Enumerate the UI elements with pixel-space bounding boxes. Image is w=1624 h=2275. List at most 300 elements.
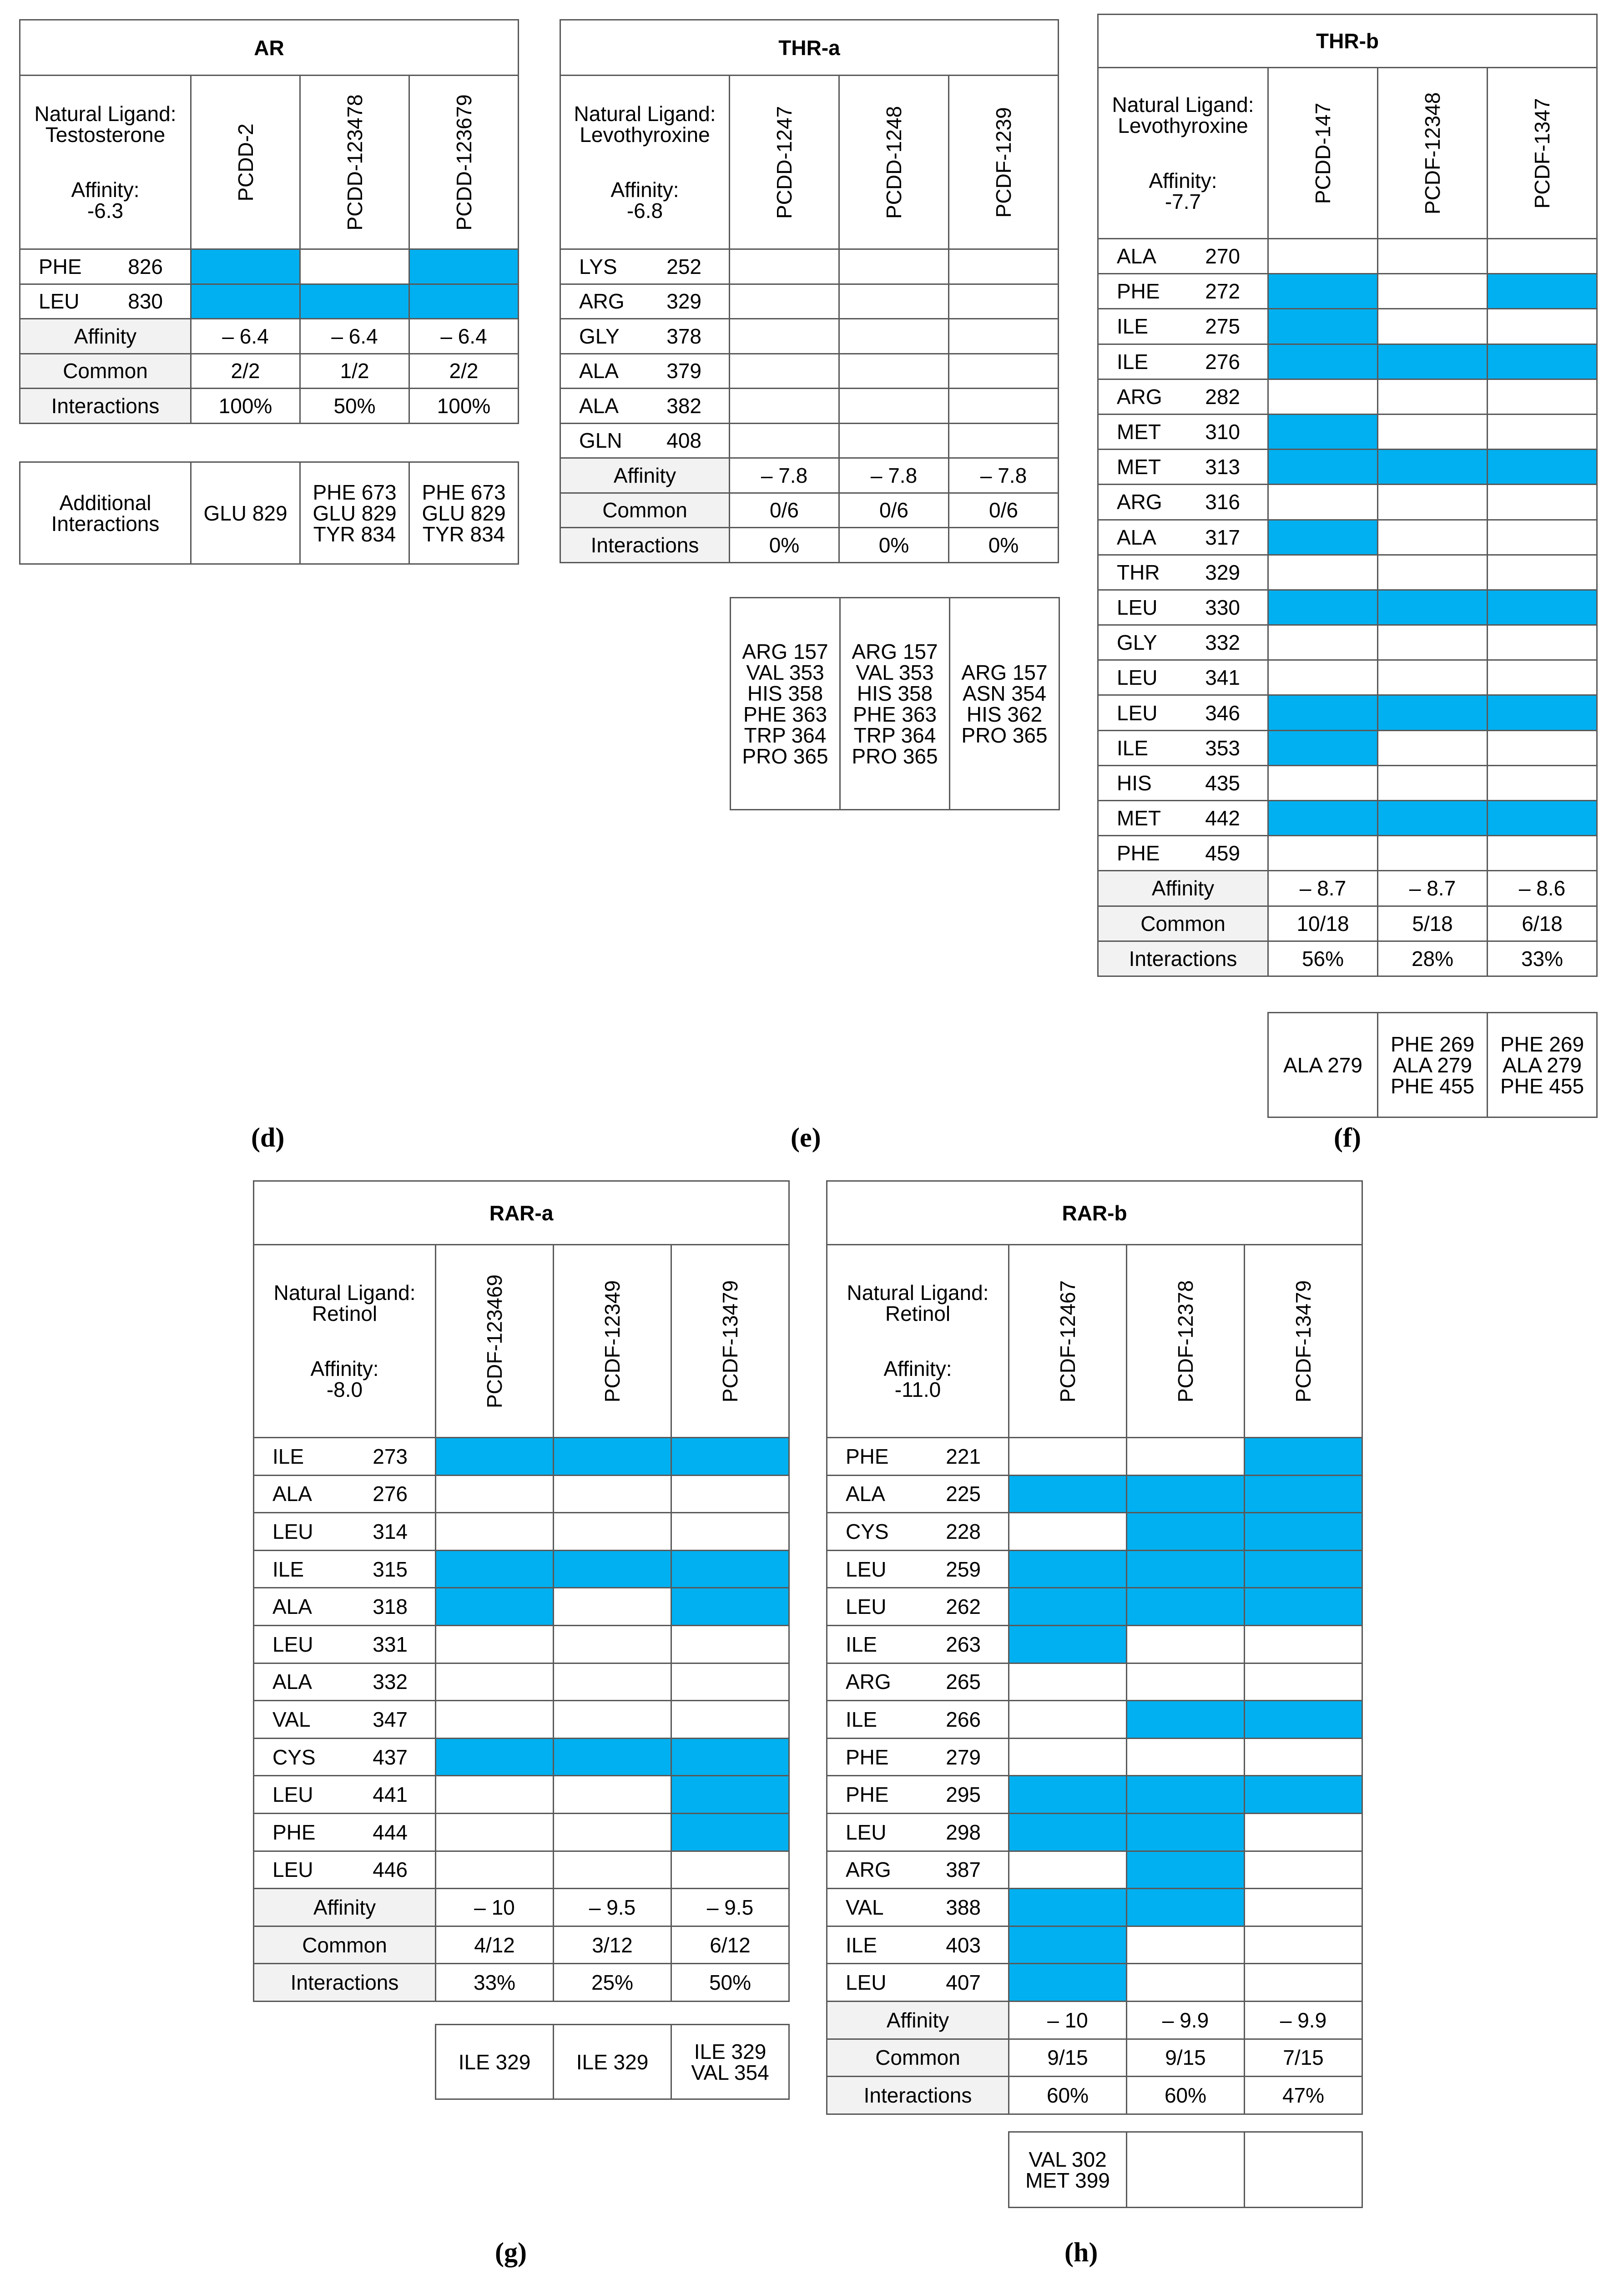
- interaction-empty: [1488, 730, 1597, 765]
- residue-cell: [254, 1701, 436, 1739]
- interaction-hit: [1268, 730, 1378, 765]
- interaction-hit: [671, 1738, 789, 1776]
- common-percent: 33%: [436, 1964, 554, 2002]
- interaction-table: [826, 1180, 1363, 2115]
- residue-row: [1098, 274, 1597, 309]
- interaction-empty: [839, 284, 949, 319]
- residue-number: 265: [946, 1670, 981, 1694]
- interaction-empty: [1127, 1663, 1245, 1701]
- residue-row: [254, 1851, 789, 1889]
- residue-name: ILE: [1117, 349, 1149, 374]
- residue-cell: [827, 1663, 1009, 1701]
- interaction-hit: [1127, 1550, 1245, 1588]
- compound-header: [1009, 1245, 1127, 1438]
- compound-name: PCDD-123478: [343, 94, 367, 231]
- interaction-hit: [1009, 1776, 1127, 1814]
- interaction-empty: [436, 1625, 554, 1663]
- interaction-empty: [1378, 414, 1488, 449]
- residue-number: 318: [373, 1595, 408, 1619]
- affinity-value: – 10: [436, 1889, 554, 1926]
- residue-name: PHE: [39, 254, 82, 278]
- residue-name: LEU: [272, 1858, 313, 1882]
- residue-row: [1098, 555, 1597, 590]
- residue-row: [254, 1738, 789, 1776]
- additional-residue: TRP 364: [744, 723, 827, 747]
- interaction-empty: [671, 1475, 789, 1513]
- common-percent: 56%: [1268, 941, 1378, 976]
- interaction-empty: [730, 319, 839, 354]
- residue-row: [1098, 379, 1597, 414]
- interaction-empty: [671, 1625, 789, 1663]
- residue-cell: [1098, 485, 1268, 520]
- interaction-empty: [730, 249, 839, 284]
- interaction-hit: [1127, 1851, 1245, 1889]
- ligand-line: -7.7: [1165, 190, 1201, 213]
- residue-number: 329: [1205, 560, 1240, 584]
- ligand-line: Natural Ligand:: [847, 1281, 989, 1304]
- affinity-value: – 6.4: [191, 319, 300, 354]
- residue-row: [827, 1550, 1362, 1588]
- natural-ligand-cell: [560, 76, 730, 249]
- residue-row: [827, 1701, 1362, 1739]
- interaction-empty: [554, 1588, 671, 1626]
- residue-name: GLN: [579, 429, 622, 453]
- additional-residue: TYR 834: [422, 522, 505, 546]
- additional-table: [19, 461, 519, 565]
- ligand-line: Affinity:: [71, 178, 140, 202]
- interaction-hit: [1009, 1926, 1127, 1964]
- residue-name: LEU: [1117, 595, 1158, 619]
- residue-number: 282: [1205, 384, 1240, 409]
- common-percent: 100%: [191, 389, 300, 424]
- interaction-hit: [1268, 801, 1378, 836]
- residue-cell: [1098, 309, 1268, 344]
- residue-number: 341: [1205, 666, 1240, 690]
- residue-row: [254, 1701, 789, 1739]
- additional-residue: PHE 455: [1390, 1074, 1475, 1098]
- additional-residue: TYR 834: [313, 522, 396, 546]
- panel-label: (f): [1334, 1122, 1361, 1153]
- residue-cell: [20, 284, 191, 319]
- residue-name: ARG: [1117, 384, 1162, 409]
- ligand-line: Retinol: [885, 1302, 951, 1325]
- residue-cell: [827, 1588, 1009, 1626]
- affinity-value: – 6.4: [409, 319, 519, 354]
- interaction-hit: [1268, 344, 1378, 379]
- residue-cell: [1098, 520, 1268, 555]
- residue-name: ALA: [272, 1670, 312, 1694]
- residue-cell: [1098, 765, 1268, 800]
- residue-cell: [254, 1475, 436, 1513]
- additional-table: [435, 2024, 790, 2100]
- interaction-hit: [1488, 590, 1597, 625]
- compound-name: PCDD-123679: [452, 94, 476, 231]
- interaction-hit: [1488, 695, 1597, 730]
- common-count: 6/18: [1488, 906, 1597, 941]
- residue-cell: [254, 1625, 436, 1663]
- residue-number: 270: [1205, 244, 1240, 268]
- additional-residue: ARG 157: [742, 639, 828, 663]
- additional-residue: ILE 329: [458, 2050, 531, 2074]
- interaction-empty: [1268, 379, 1378, 414]
- interaction-empty: [1268, 836, 1378, 871]
- residue-cell: [827, 1851, 1009, 1889]
- additional-interactions: [1267, 1012, 1598, 1118]
- common-percent: 0%: [730, 528, 839, 563]
- compound-header: [949, 76, 1059, 249]
- residue-name: ALA: [579, 359, 619, 383]
- interaction-empty: [949, 389, 1059, 424]
- interaction-empty: [1009, 1438, 1127, 1476]
- panel-label: (d): [251, 1122, 285, 1153]
- compound-name: PCDF-13479: [718, 1280, 742, 1402]
- affinity-value: – 9.9: [1245, 2001, 1362, 2039]
- common-label: Common: [20, 354, 191, 389]
- residue-cell: [560, 389, 730, 424]
- residue-row: [827, 1438, 1362, 1476]
- residue-row: [827, 1588, 1362, 1626]
- interaction-empty: [554, 1851, 671, 1889]
- residue-cell: [254, 1588, 436, 1626]
- natural-ligand-cell: [1098, 68, 1268, 239]
- residue-cell: [254, 1438, 436, 1476]
- interaction-hit: [671, 1550, 789, 1588]
- additional-residue: PHE 269: [1390, 1032, 1475, 1056]
- residue-cell: [827, 1738, 1009, 1776]
- residue-cell: [827, 1438, 1009, 1476]
- ligand-line: Natural Ligand:: [273, 1281, 416, 1304]
- common-count: 10/18: [1268, 906, 1378, 941]
- residue-cell: [560, 249, 730, 284]
- interaction-empty: [436, 1513, 554, 1551]
- interaction-hit: [436, 1550, 554, 1588]
- interaction-empty: [671, 1513, 789, 1551]
- common-label: Common: [827, 2039, 1009, 2077]
- receptor-title: RAR-b: [827, 1181, 1362, 1245]
- residue-name: ARG: [846, 1670, 891, 1694]
- residue-name: ALA: [846, 1482, 885, 1506]
- residue-name: ILE: [846, 1707, 878, 1731]
- residue-number: 316: [1205, 490, 1240, 514]
- residue-number: 379: [666, 359, 701, 383]
- additional-residue: HIS 358: [747, 681, 823, 705]
- residue-cell: [254, 1738, 436, 1776]
- compound-header: [671, 1245, 789, 1438]
- interaction-hit: [1378, 450, 1488, 485]
- common-percent: 25%: [554, 1964, 671, 2002]
- interaction-hit: [1245, 1550, 1362, 1588]
- interaction-hit: [1488, 801, 1597, 836]
- common-percent: 60%: [1009, 2077, 1127, 2114]
- residue-cell: [827, 1625, 1009, 1663]
- residue-row: [1098, 344, 1597, 379]
- residue-row: [1098, 414, 1597, 449]
- residue-name: VAL: [846, 1895, 884, 1919]
- common-percent: 100%: [409, 389, 519, 424]
- residue-number: 332: [1205, 631, 1240, 655]
- receptor-title: AR: [20, 20, 519, 76]
- residue-cell: [827, 1701, 1009, 1739]
- panel-h: [826, 1180, 1363, 2115]
- residue-row: [254, 1813, 789, 1851]
- residue-name: ILE: [272, 1557, 304, 1581]
- residue-number: 330: [1205, 595, 1240, 619]
- interaction-hit: [1127, 1513, 1245, 1551]
- panel-e: [560, 19, 1059, 563]
- residue-name: PHE: [846, 1444, 889, 1468]
- additional-interactions: [19, 461, 519, 565]
- residue-row: [1098, 660, 1597, 695]
- additional-table: [1008, 2131, 1363, 2208]
- residue-name: LEU: [1117, 701, 1158, 725]
- interaction-empty: [1245, 1813, 1362, 1851]
- residue-number: 332: [373, 1670, 408, 1694]
- interaction-empty: [1488, 414, 1597, 449]
- residue-number: 259: [946, 1557, 981, 1581]
- residue-number: 444: [373, 1820, 408, 1844]
- residue-cell: [1098, 625, 1268, 660]
- interaction-empty: [436, 1475, 554, 1513]
- common-count: 0/6: [839, 493, 949, 528]
- residue-cell: [1098, 801, 1268, 836]
- residue-number: 346: [1205, 701, 1240, 725]
- additional-table: [1267, 1012, 1598, 1118]
- residue-name: ALA: [1117, 244, 1156, 268]
- interaction-empty: [1378, 625, 1488, 660]
- interaction-empty: [1378, 520, 1488, 555]
- residue-number: 347: [373, 1707, 408, 1731]
- common-label: Interactions: [254, 1964, 436, 2002]
- additional-list: [1378, 1013, 1488, 1117]
- residue-row: [827, 1738, 1362, 1776]
- ligand-line: [20, 145, 190, 179]
- additional-list: [436, 2025, 554, 2099]
- additional-residue: ILE 329: [576, 2050, 649, 2074]
- interaction-empty: [1009, 1738, 1127, 1776]
- ligand-line: -11.0: [894, 1378, 941, 1401]
- ligand-line: Affinity:: [610, 178, 679, 202]
- common-count: 5/18: [1378, 906, 1488, 941]
- residue-cell: [827, 1475, 1009, 1513]
- interaction-hit: [1245, 1701, 1362, 1739]
- common-label: Common: [560, 493, 730, 528]
- residue-row: [560, 354, 1059, 389]
- residue-name: MET: [1117, 420, 1161, 444]
- interaction-empty: [1488, 625, 1597, 660]
- additional-label: Additional Interactions: [20, 462, 191, 564]
- receptor-title: THR-a: [560, 20, 1059, 76]
- interaction-hit: [1009, 1475, 1127, 1513]
- residue-cell: [827, 1889, 1009, 1926]
- residue-name: ARG: [846, 1858, 891, 1882]
- residue-cell: [827, 1550, 1009, 1588]
- residue-cell: [1098, 590, 1268, 625]
- additional-residue: GLU 829: [203, 501, 287, 525]
- residue-number: 298: [946, 1820, 981, 1844]
- interaction-empty: [1127, 1438, 1245, 1476]
- common-label: Interactions: [560, 528, 730, 563]
- ligand-line: Natural Ligand:: [1112, 93, 1254, 116]
- interaction-hit: [671, 1776, 789, 1814]
- ligand-line: Levothyroxine: [580, 123, 710, 147]
- residue-number: 272: [1205, 279, 1240, 303]
- residue-cell: [827, 1776, 1009, 1814]
- residue-name: LEU: [846, 1820, 887, 1844]
- interaction-empty: [1009, 1851, 1127, 1889]
- additional-residue: PHE 673: [422, 480, 506, 504]
- residue-name: CYS: [272, 1745, 316, 1769]
- residue-row: [827, 1813, 1362, 1851]
- residue-row: [560, 319, 1059, 354]
- residue-cell: [20, 249, 191, 284]
- interaction-hit: [671, 1438, 789, 1476]
- interaction-empty: [1378, 555, 1488, 590]
- interaction-hit: [1245, 1588, 1362, 1626]
- compound-header: [1245, 1245, 1362, 1438]
- residue-row: [560, 249, 1059, 284]
- residue-number: 442: [1205, 806, 1240, 830]
- residue-cell: [560, 319, 730, 354]
- interaction-hit: [1245, 1475, 1362, 1513]
- interaction-empty: [554, 1813, 671, 1851]
- interaction-empty: [1488, 485, 1597, 520]
- interaction-hit: [1009, 1889, 1127, 1926]
- additional-residue: PRO 365: [742, 744, 828, 768]
- residue-cell: [254, 1851, 436, 1889]
- common-count: 4/12: [436, 1926, 554, 1964]
- interaction-empty: [1009, 1663, 1127, 1701]
- residue-row: [254, 1776, 789, 1814]
- additional-table: [730, 597, 1060, 810]
- compound-header: [1127, 1245, 1245, 1438]
- interaction-empty: [554, 1776, 671, 1814]
- residue-row: [1098, 625, 1597, 660]
- residue-row: [827, 1663, 1362, 1701]
- interaction-empty: [1245, 1625, 1362, 1663]
- residue-row: [1098, 239, 1597, 274]
- residue-cell: [827, 1964, 1009, 2002]
- residue-name: PHE: [1117, 841, 1160, 865]
- residue-number: 276: [1205, 349, 1240, 374]
- additional-list: [554, 2025, 671, 2099]
- interaction-empty: [436, 1851, 554, 1889]
- residue-cell: [1098, 414, 1268, 449]
- additional-interactions: [435, 2024, 790, 2100]
- natural-ligand-cell: [20, 76, 191, 249]
- ligand-line: Levothyroxine: [1118, 114, 1248, 137]
- interaction-hit: [1268, 590, 1378, 625]
- residue-name: ALA: [1117, 525, 1156, 549]
- interaction-hit: [671, 1588, 789, 1626]
- residue-number: 221: [946, 1444, 981, 1468]
- residue-row: [1098, 590, 1597, 625]
- interaction-empty: [1268, 555, 1378, 590]
- interaction-hit: [436, 1738, 554, 1776]
- residue-name: MET: [1117, 806, 1161, 830]
- interaction-hit: [1127, 1475, 1245, 1513]
- residue-name: ILE: [272, 1444, 304, 1468]
- residue-name: LYS: [579, 254, 617, 278]
- ligand-line: -6.8: [626, 199, 663, 222]
- residue-name: LEU: [1117, 666, 1158, 690]
- interaction-empty: [1268, 765, 1378, 800]
- residue-cell: [1098, 695, 1268, 730]
- ligand-line: [254, 1324, 435, 1358]
- residue-cell: [1098, 836, 1268, 871]
- affinity-label: Affinity: [254, 1889, 436, 1926]
- residue-cell: [1098, 555, 1268, 590]
- residue-cell: [254, 1776, 436, 1814]
- residue-cell: [827, 1813, 1009, 1851]
- affinity-value: – 9.5: [554, 1889, 671, 1926]
- interaction-hit: [1009, 1964, 1127, 2002]
- residue-row: [560, 389, 1059, 424]
- interaction-empty: [1127, 1926, 1245, 1964]
- affinity-label: Affinity: [1098, 871, 1268, 906]
- residue-row: [827, 1964, 1362, 2002]
- interaction-empty: [554, 1663, 671, 1701]
- affinity-value: – 7.8: [730, 458, 839, 493]
- interaction-empty: [1378, 309, 1488, 344]
- interaction-empty: [554, 1475, 671, 1513]
- residue-name: PHE: [846, 1745, 889, 1769]
- common-count: 6/12: [671, 1926, 789, 1964]
- interaction-hit: [1127, 1776, 1245, 1814]
- ligand-line: -8.0: [326, 1378, 363, 1401]
- residue-cell: [1098, 344, 1268, 379]
- common-percent: 0%: [839, 528, 949, 563]
- compound-header: [730, 76, 839, 249]
- panel-g: [253, 1180, 790, 2002]
- residue-cell: [560, 284, 730, 319]
- interaction-hit: [1009, 1813, 1127, 1851]
- residue-number: 446: [373, 1858, 408, 1882]
- residue-row: [1098, 730, 1597, 765]
- additional-residue: ILE 329: [694, 2039, 767, 2063]
- interaction-empty: [949, 284, 1059, 319]
- interaction-hit: [1378, 801, 1488, 836]
- residue-number: 331: [373, 1632, 408, 1656]
- interaction-empty: [730, 284, 839, 319]
- interaction-empty: [1268, 625, 1378, 660]
- residue-row: [560, 284, 1059, 319]
- interaction-hit: [671, 1813, 789, 1851]
- residue-number: 252: [666, 254, 701, 278]
- residue-row: [827, 1851, 1362, 1889]
- interaction-empty: [1378, 379, 1488, 414]
- residue-cell: [254, 1813, 436, 1851]
- interaction-empty: [1009, 1513, 1127, 1551]
- residue-name: LEU: [272, 1783, 313, 1807]
- residue-cell: [254, 1550, 436, 1588]
- compound-header: [409, 76, 519, 249]
- compound-header: [191, 76, 300, 249]
- interaction-empty: [949, 249, 1059, 284]
- interaction-empty: [671, 1663, 789, 1701]
- residue-name: HIS: [1117, 771, 1152, 795]
- interaction-empty: [1488, 660, 1597, 695]
- interaction-empty: [1488, 765, 1597, 800]
- residue-number: 313: [1205, 455, 1240, 479]
- residue-name: LEU: [39, 289, 80, 313]
- affinity-label: Affinity: [560, 458, 730, 493]
- residue-cell: [254, 1513, 436, 1551]
- panel-f: [1097, 14, 1598, 977]
- additional-residue: ARG 157: [852, 639, 938, 663]
- residue-number: 275: [1205, 314, 1240, 339]
- residue-row: [827, 1926, 1362, 1964]
- additional-list: [1245, 2132, 1362, 2208]
